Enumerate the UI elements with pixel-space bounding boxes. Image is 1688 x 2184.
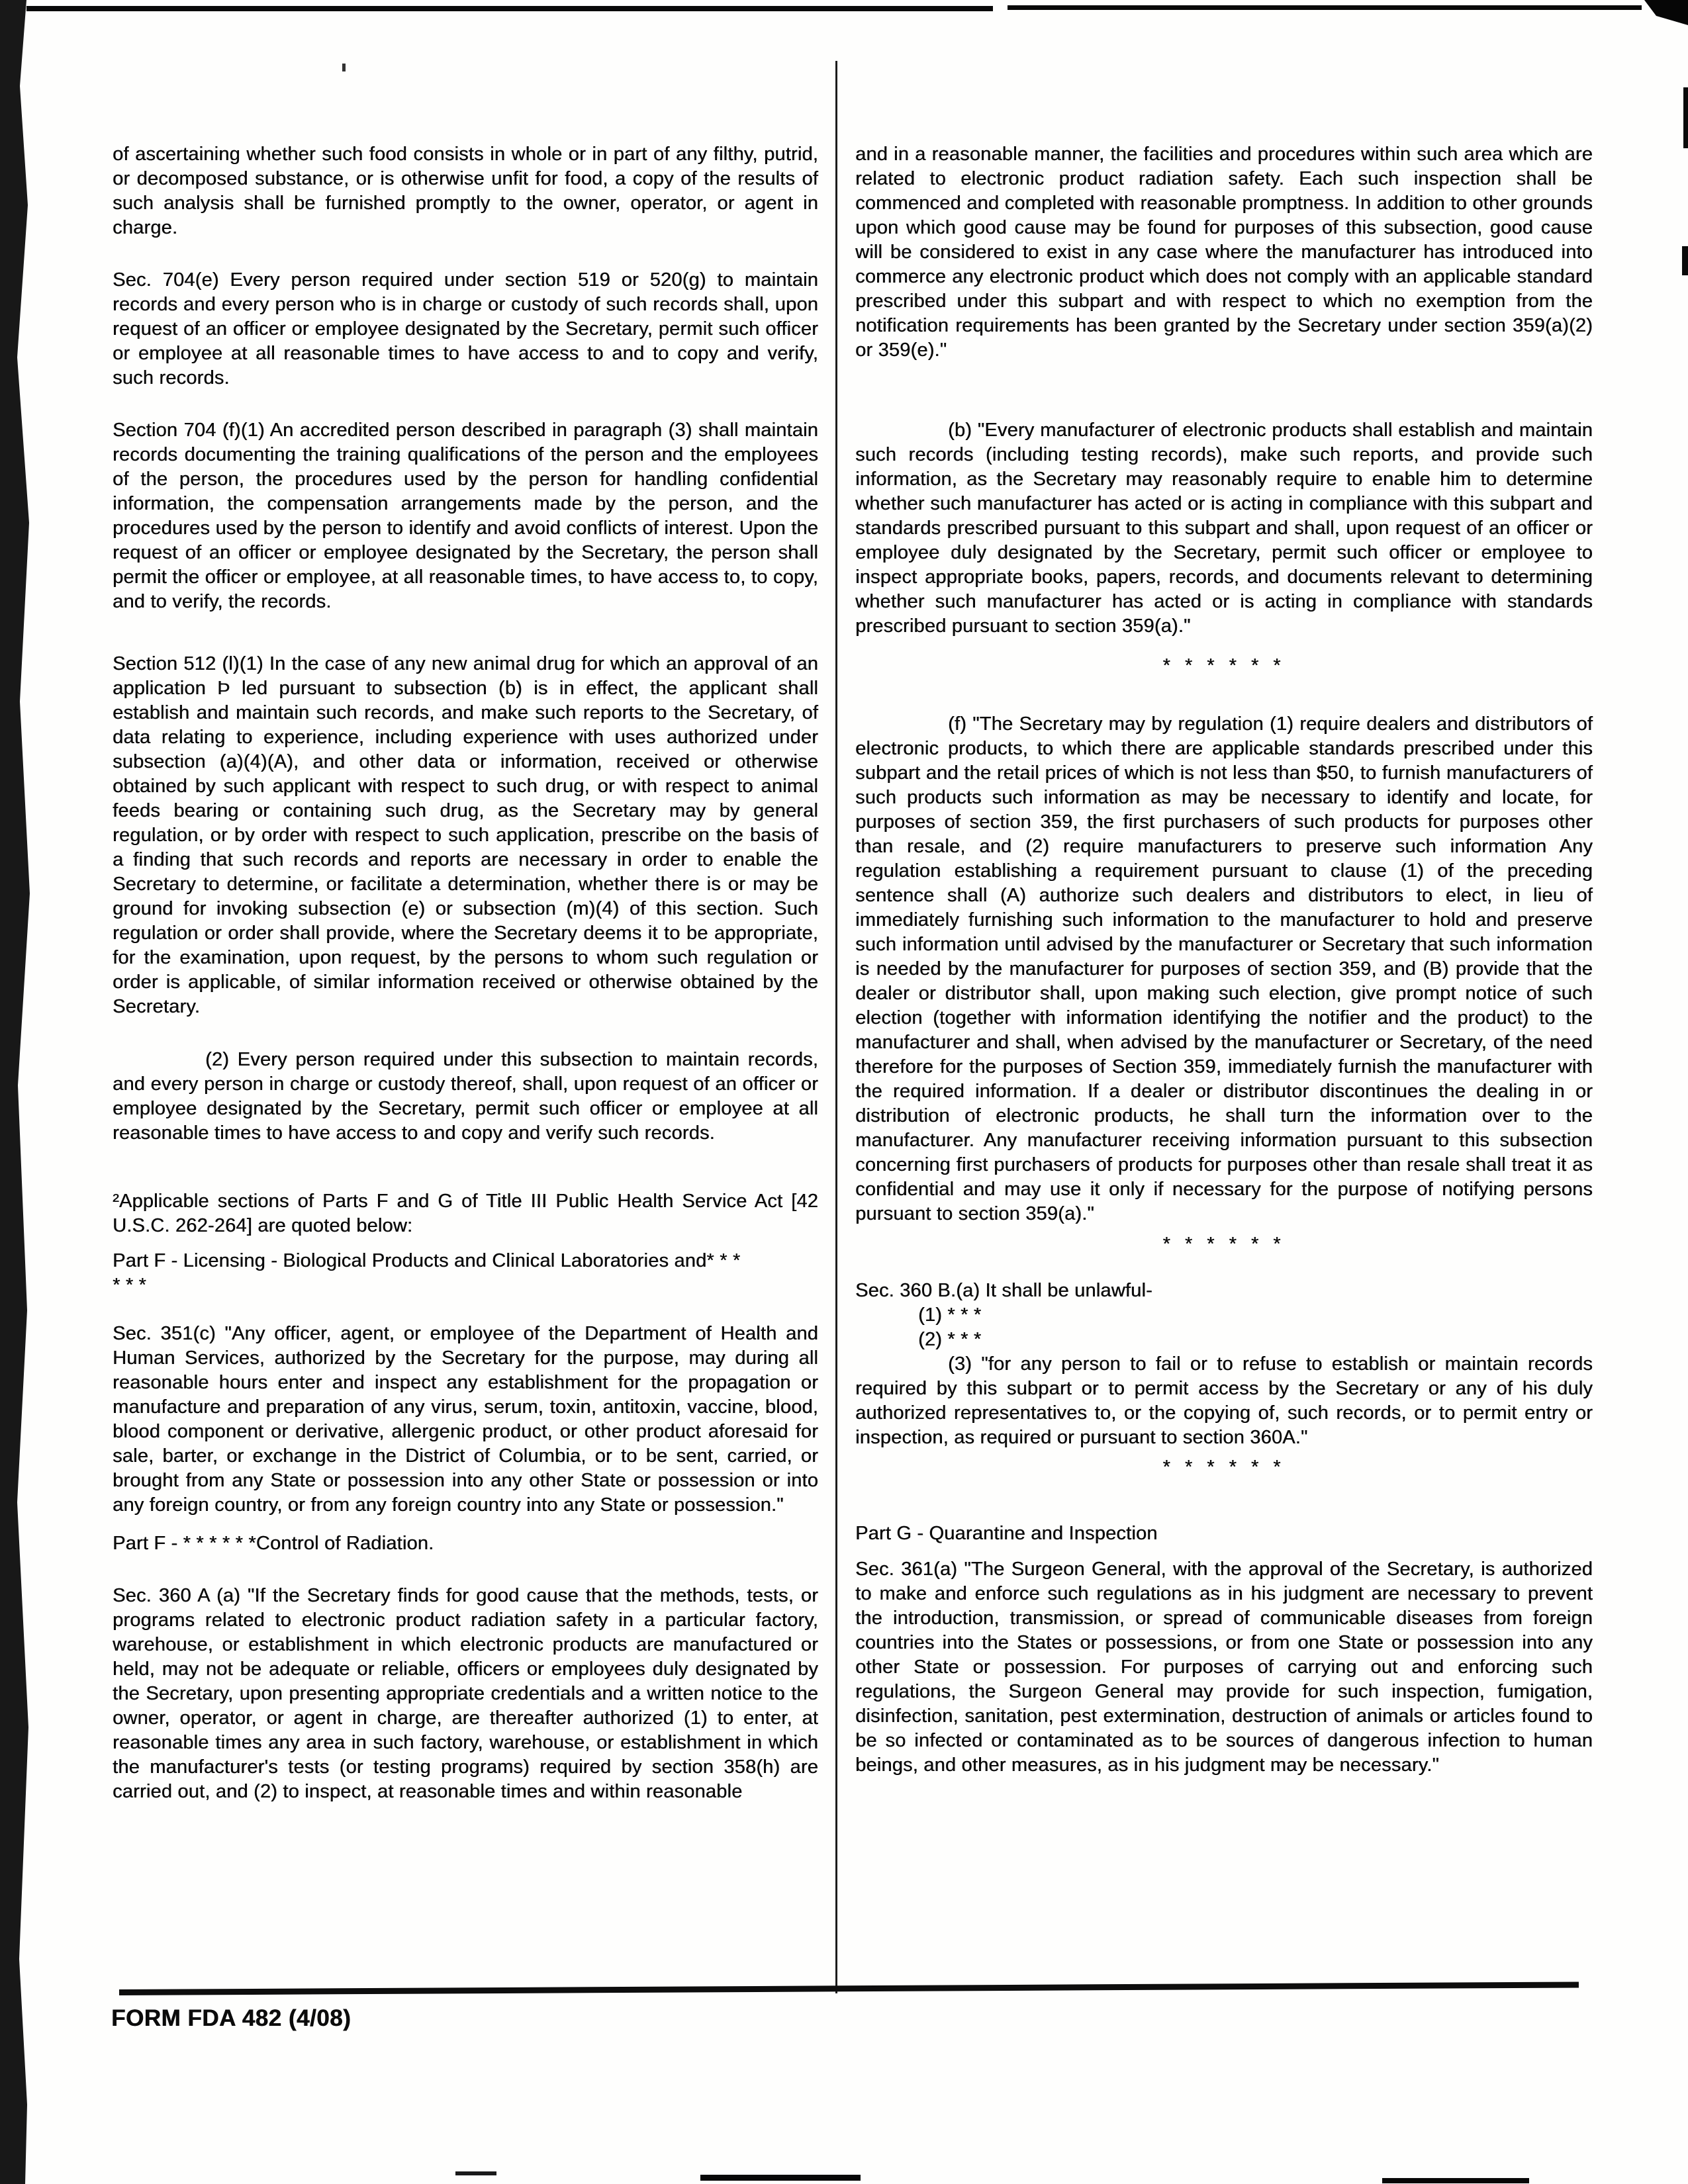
paragraph: Part F - Licensing - Biological Products and Clinical Laboratories and* * * xyxy=(113,1250,741,1271)
asterisk-separator: * * * * * * xyxy=(1162,1457,1286,1478)
paragraph: * * * xyxy=(113,1275,146,1296)
asterisk-separator: * * * * * * xyxy=(1162,1234,1286,1255)
paragraph: Part F - * * * * * *Control of Radiation. xyxy=(113,1533,434,1554)
paragraph: Part G - Quarantine and Inspection xyxy=(855,1523,1158,1544)
paragraph: Section 512 (l)(1) In the case of any new animal drug for which an approval of an application Þ led pursuant to subsection (b) is in effect, the applicant shall establish and maintain such records, and make such reports to the Secretary, of data relating to experience, including experience with uses authorized under subsection (a)(4)(A), and other data or information, received or otherwise obtained by such applicant with respect to such drug, or with respect to animal feeds bearing or containing such drug, as the Secretary may by general regulation, or by order with respect to such application, prescribe on the basis of a finding that such records and reports are necessary in order to enable the Secretary to determine, or facilitate a determination, whether there is or may be ground for invoking subsection (e) or subsection (m)(4) of this section. Such regulation or order shall provide, where the Secretary deems it to be appropriate, for the examination, upon request, by the persons to whom such regulation or order is applicable, of similar information received or otherwise obtained by the Secretary. xyxy=(113,653,818,1017)
left-edge-scan-band xyxy=(0,0,30,2184)
left-column xyxy=(113,0,818,1804)
column-divider-line xyxy=(835,61,837,1993)
right-edge-tick-2 xyxy=(1682,246,1688,275)
paragraph: ²Applicable sections of Parts F and G of Title III Public Health Service Act [42 U.S.C. 262-264] are quoted below: xyxy=(113,1191,818,1236)
bottom-edge-dash-2 xyxy=(1382,2178,1529,2183)
right-column xyxy=(855,0,1593,1778)
paragraph: (1) * * * xyxy=(918,1304,982,1326)
paragraph: Sec. 704(e) Every person required under section 519 or 520(g) to maintain records and every person who is in charge or custody of such records shall, upon request of an officer or employee designated by the Secretary, permit such officer or employee at all reasonable times to have access to and to copy and verify, such records. xyxy=(113,269,818,388)
paragraph: (f) "The Secretary may by regulation (1) require dealers and distributors of electronic products, to which there are applicable standards prescribed under this subpart and the retail prices of which is not less than $50, to furnish manufacturers of such products such information as may be necessary to identify and locate, for purposes of section 359, the first purchasers of such products for purposes other than resale, and (2) require manufacturers to preserve such information Any regulation establishing a requirement pursuant to clause (1) of the preceding sentence shall (A) authorize such dealers and distributors to elect, in lieu of immediately furnishing such information to the manufacturer to hold and preserve such information until advised by the manufacturer or Secretary that such information is needed by the manufacturer for purposes of section 359, and (B) provide that the dealer or distributor shall, upon making such election, give prompt notice of such election (together with information identifying the notifier and the product) to the manufacturer and shall, when advised by the manufacturer or Secretary, of the need therefore for the purposes of Section 359, immediately furnish the manufacturer with the required information. If a dealer or distributor discontinues the dealing in or distribution of electronic products, he shall turn the information over to the manufacturer. Any manufacturer receiving information pursuant to this subsection concerning first purchasers of products for purposes other than resale shall treat it as confidential and may use it only if necessary for the purpose of notifying persons pursuant to section 359(a)." xyxy=(855,713,1593,1224)
paragraph: and in a reasonable manner, the facilities and procedures within such area which are related to electronic product radiation safety. Each such inspection shall be commenced and completed with reasonable promptness. In addition to other grounds upon which good cause may be found for purposes of this subsection, good cause will be considered to exist in any case where the manufacturer has introduced into commerce any electronic product which does not comply with an applicable standard prescribed under this subpart and with respect to which no exemption from the notification requirements has been granted by the Secretary under section 359(a)(2) or 359(e)." xyxy=(855,144,1593,361)
paragraph: Sec. 351(c) "Any officer, agent, or employee of the Department of Health and Human Services, authorized by the Secretary for the purpose, may during all reasonable hours enter and inspect any establishment for the propagation or manufacture and preparation of any virus, serum, toxin, antitoxin, vaccine, blood, blood component or derivative, allergenic product, or other product aforesaid for sale, barter, or exchange in the District of Columbia, or to be sent, carried, or brought from any State or possession into any other State or possession or into any foreign country, or from any foreign country into any State or possession." xyxy=(113,1323,818,1516)
paragraph: (2) Every person required under this subsection to maintain records, and every person in charge or custody thereof, shall, upon request of an officer or employee designated by the Secretary, permit such officer or employee at all reasonable times to have access to and copy and verify such records. xyxy=(113,1049,818,1144)
bottom-edge-dash xyxy=(700,2175,861,2181)
paragraph: Sec. 360 B.(a) It shall be unlawful- xyxy=(855,1280,1152,1301)
paragraph: Section 704 (f)(1) An accredited person described in paragraph (3) shall maintain records documenting the training qualifications of the person and the employees of the person, the procedures used by the person for handling confidential information, the compensation arrangements made by the person, and the procedures used by the person to identify and avoid conflicts of interest. Upon the request of an officer or employee designated by the Secretary, the person shall permit the officer or employee, at all reasonable times, to have access to, to copy, and to verify, the records. xyxy=(113,420,818,612)
footer-rule xyxy=(119,1981,1579,1995)
paragraph: (3) "for any person to fail or to refuse to establish or maintain records required by this subpart or to permit access by the Secretary or any of his duly authorized representatives to, or the copying of, such records, or to permit entry or inspection, as required or pursuant to section 360A." xyxy=(855,1353,1593,1448)
paragraph: Sec. 361(a) "The Surgeon General, with the approval of the Secretary, is authorized to make and enforce such regulations as in his judgment are necessary to prevent the introduction, transmission, or spread of communicable diseases from foreign countries into the States or possessions, or from one State or possession into any other State or possession. For purposes of carrying out and enforcing such regulations, the Surgeon General may provide for such inspection, fumigation, disinfection, sanitation, pest extermination, destruction of animals or articles found to be so infected or contaminated as to be sources of dangerous infection to human beings, and other measures, as in his judgment may be necessary." xyxy=(855,1559,1593,1776)
asterisk-separator: * * * * * * xyxy=(1162,655,1286,676)
paragraph: of ascertaining whether such food consists in whole or in part of any filthy, putrid, or decomposed substance, or is otherwise unfit for food, a copy of the results of such analysis shall be furnished promptly to the owner, operator, or agent in charge. xyxy=(113,144,818,238)
paragraph: (2) * * * xyxy=(918,1329,982,1350)
paragraph: Sec. 360 A (a) "If the Secretary finds for good cause that the methods, tests, or programs related to electronic product radiation safety in a particular factory, warehouse, or establishment in which electronic products are manufactured or held, may not be adequate or reliable, officers or employees duly designated by the Secretary, upon presenting appropriate credentials and a written notice to the owner, operator, or agent in charge, are thereafter authorized (1) to enter, at reasonable times any area in such factory, warehouse, or establishment in which the manufacturer's tests (or testing programs) required by section 358(h) are carried out, and (2) to inspect, at reasonable times and within reasonable xyxy=(113,1585,818,1802)
paragraph: (b) "Every manufacturer of electronic products shall establish and maintain such records (including testing records), make such reports, and provide such information, as the Secretary may reasonably require to enable him to determine whether such manufacturer has acted or is acting in compliance with this subpart and standards prescribed pursuant to this subpart and shall, upon request of an officer or employee duly designated by the Secretary, permit such officer or employee to inspect appropriate books, papers, records, and documents relevant to determining whether such manufacturer has acted or is acting in compliance with standards prescribed pursuant to section 359(a)." xyxy=(855,420,1593,637)
top-right-corner-smudge xyxy=(1644,0,1688,25)
form-number: FORM FDA 482 (4/08) xyxy=(111,2005,352,2031)
right-edge-tick xyxy=(1683,87,1688,148)
bottom-edge-dash-3 xyxy=(455,2171,496,2175)
